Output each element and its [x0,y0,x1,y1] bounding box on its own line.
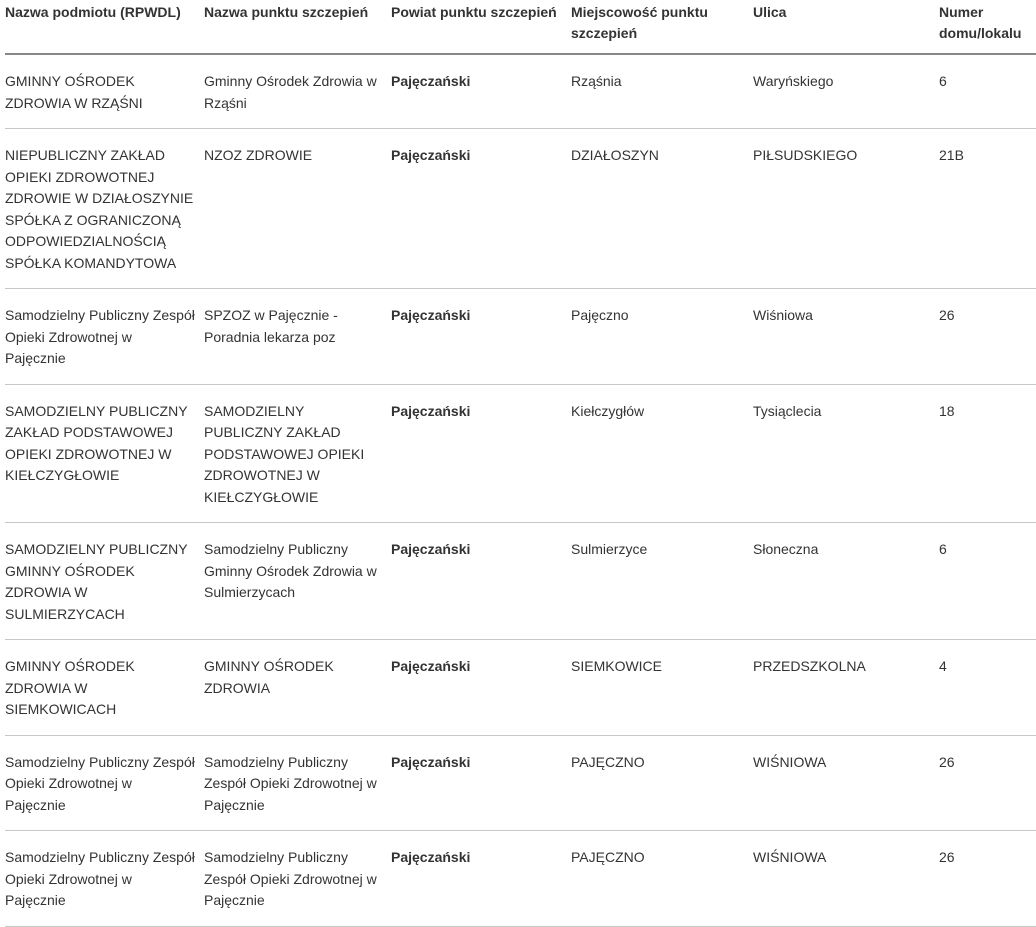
cell-entity-name: SAMODZIELNY PUBLICZNY GMINNY OŚRODEK ZDROWIA W SULMIERZYCACH [5,523,204,640]
cell-county: Pajęczański [391,831,571,927]
cell-house-number: 6 [939,54,1036,129]
cell-locality: DZIAŁOSZYN [571,129,753,289]
cell-county: Pajęczański [391,640,571,736]
cell-street: Tysiąclecia [753,384,939,523]
header-row [5,0,1036,54]
table-body [5,54,1036,926]
cell-house-number: 26 [939,289,1036,385]
column-header-street: Ulica [753,0,939,54]
cell-street: WIŚNIOWA [753,831,939,927]
cell-street: Waryńskiego [753,54,939,129]
cell-entity-name: GMINNY OŚRODEK ZDROWIA W RZĄŚNI [5,54,204,129]
cell-county: Pajęczański [391,384,571,523]
cell-house-number: 26 [939,735,1036,831]
cell-point-name: NZOZ ZDROWIE [204,129,391,289]
column-header-house-number: Numer domu/lokalu [939,0,1036,54]
cell-street: PIŁSUDSKIEGO [753,129,939,289]
table-row [5,384,1036,523]
cell-point-name: SPZOZ w Pajęcznie - Poradnia lekarza poz [204,289,391,385]
cell-point-name: Samodzielny Publiczny Gminny Ośrodek Zdrowia w Sulmierzycach [204,523,391,640]
table-row [5,289,1036,385]
cell-street: WIŚNIOWA [753,735,939,831]
cell-street: PRZEDSZKOLNA [753,640,939,736]
cell-point-name: SAMODZIELNY PUBLICZNY ZAKŁAD PODSTAWOWEJ OPIEKI ZDROWOTNEJ W KIEŁCZYGŁOWIE [204,384,391,523]
cell-point-name: Gminny Ośrodek Zdrowia w Rząśni [204,54,391,129]
table-row [5,54,1036,129]
column-header-locality: Miejscowość punktu szczepień [571,0,753,54]
cell-street: Słoneczna [753,523,939,640]
cell-house-number: 18 [939,384,1036,523]
table-row [5,640,1036,736]
cell-house-number: 26 [939,831,1036,927]
cell-locality: SIEMKOWICE [571,640,753,736]
cell-entity-name: SAMODZIELNY PUBLICZNY ZAKŁAD PODSTAWOWEJ OPIEKI ZDROWOTNEJ W KIEŁCZYGŁOWIE [5,384,204,523]
column-header-county: Powiat punktu szczepień [391,0,571,54]
cell-locality: Rząśnia [571,54,753,129]
cell-point-name: Samodzielny Publiczny Zespół Opieki Zdrowotnej w Pajęcznie [204,831,391,927]
cell-point-name: Samodzielny Publiczny Zespół Opieki Zdrowotnej w Pajęcznie [204,735,391,831]
cell-street: Wiśniowa [753,289,939,385]
table-row [5,129,1036,289]
cell-county: Pajęczański [391,523,571,640]
cell-locality: Pajęczno [571,289,753,385]
table-row [5,831,1036,927]
column-header-point-name: Nazwa punktu szczepień [204,0,391,54]
cell-locality: Kiełczygłów [571,384,753,523]
cell-county: Pajęczański [391,289,571,385]
table-header [5,0,1036,54]
cell-house-number: 21B [939,129,1036,289]
cell-county: Pajęczański [391,54,571,129]
table-row [5,735,1036,831]
table-row [5,523,1036,640]
cell-locality: PAJĘCZNO [571,831,753,927]
cell-point-name: GMINNY OŚRODEK ZDROWIA [204,640,391,736]
cell-locality: Sulmierzyce [571,523,753,640]
cell-entity-name: NIEPUBLICZNY ZAKŁAD OPIEKI ZDROWOTNEJ ZDROWIE W DZIAŁOSZYNIE SPÓŁKA Z OGRANICZONĄ ODPOWIEDZIALNOŚCIĄ SPÓŁKA KOMANDYTOWA [5,129,204,289]
cell-county: Pajęczański [391,735,571,831]
cell-house-number: 4 [939,640,1036,736]
cell-house-number: 6 [939,523,1036,640]
cell-entity-name: Samodzielny Publiczny Zespół Opieki Zdrowotnej w Pajęcznie [5,831,204,927]
cell-entity-name: GMINNY OŚRODEK ZDROWIA W SIEMKOWICACH [5,640,204,736]
column-header-entity-name: Nazwa podmiotu (RPWDL) [5,0,204,54]
vaccination-points-table [5,0,1036,927]
cell-entity-name: Samodzielny Publiczny Zespół Opieki Zdrowotnej w Pajęcznie [5,289,204,385]
cell-entity-name: Samodzielny Publiczny Zespół Opieki Zdrowotnej w Pajęcznie [5,735,204,831]
cell-locality: PAJĘCZNO [571,735,753,831]
cell-county: Pajęczański [391,129,571,289]
